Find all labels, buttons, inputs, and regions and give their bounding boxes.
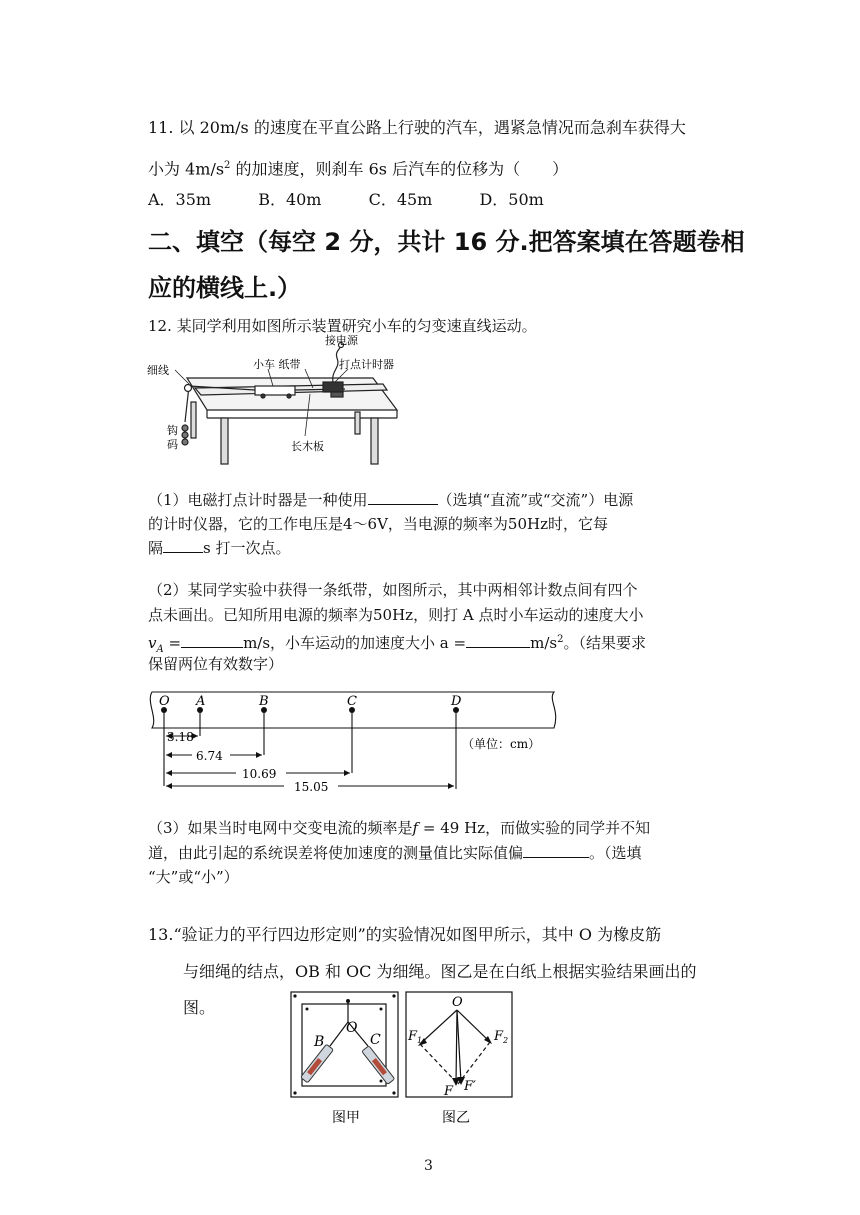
fig-b-label-f2: $F_2$ xyxy=(494,1029,509,1045)
figure-a xyxy=(290,990,400,1130)
q12-p2-line3: $v_A = m/s$，小车运动的加速度大小 $a = m/s^2$。（结果要求 xyxy=(148,634,646,655)
tape-point-a: A xyxy=(196,694,206,709)
q12-p3-line3: “大”或“小”） xyxy=(148,868,239,886)
fig-b-label-o: O xyxy=(452,995,463,1010)
answer-blank-2[interactable] xyxy=(163,538,203,553)
label-timer: 打点计时器 xyxy=(339,358,394,371)
label-car-tape: 小车 纸带 xyxy=(253,358,301,371)
label-power: 接电源 xyxy=(325,334,358,347)
q12-p2-line4: 保留两位有效数字） xyxy=(148,655,284,673)
tape-unit: （单位：cm） xyxy=(462,737,541,751)
distance-oa: 3.18 xyxy=(167,730,194,744)
q11-line1: 11. 以 20m/s 的速度在平直公路上行驶的汽车，遇紧急情况而急刹车获得大 xyxy=(148,118,686,137)
q12-stem: 12. 某同学利用如图所示装置研究小车的匀变速直线运动。 xyxy=(148,317,537,335)
tape-point-c: C xyxy=(347,694,357,709)
q12-p1-line1: （1）电磁打点计时器是一种使用 （选填“直流”或“交流”）电源 xyxy=(148,491,634,509)
tape-point-b: B xyxy=(259,694,269,709)
q11-option-b[interactable]: B．40m xyxy=(258,190,322,209)
label-weight-1: 钩 xyxy=(167,424,178,437)
section2-heading-line2: 应的横线上.） xyxy=(148,274,302,302)
distance-oc: 10.69 xyxy=(242,767,277,781)
q12-p2-line1: （2）某同学实验中获得一条纸带，如图所示，其中两相邻计数点间有四个 xyxy=(148,581,638,599)
q11-option-d[interactable]: D．50m xyxy=(479,190,544,209)
fig-b-caption: 图乙 xyxy=(442,1110,470,1126)
section2-heading-line1: 二、填空（每空 2 分，共计 16 分.把答案填在答题卷相 xyxy=(148,228,745,256)
q12-p3-line1: （3）如果当时电网中交变电流的频率是f = 49 Hz，而做实验的同学并不知 xyxy=(148,819,651,837)
q11-options xyxy=(148,190,586,210)
distance-ob: 6.74 xyxy=(196,749,223,763)
fig-a-label-c: C xyxy=(370,1032,381,1048)
label-board: 长木板 xyxy=(291,440,324,453)
label-weight-2: 码 xyxy=(167,438,178,451)
tape-point-d: D xyxy=(451,694,462,709)
q12-p1-line2: 的计时仪器，它的工作电压是4～6V，当电源的频率为50Hz时，它每 xyxy=(148,515,608,533)
page-number: 3 xyxy=(424,1158,433,1174)
q12-p3-line2: 道，由此引起的系统误差将使加速度的测量值比实际值偏 。（选填 xyxy=(148,844,642,862)
fig-a-caption: 图甲 xyxy=(332,1110,360,1126)
q11-line2: 小为 $4m/s^2$ 的加速度，则刹车 6s 后汽车的位移为（ ） xyxy=(148,159,569,179)
fig-a-label-b: B xyxy=(314,1034,325,1050)
fig-b-label-f1: $F_1$ xyxy=(408,1029,423,1045)
q13-line2: 与细绳的结点，OB 和 OC 为细绳。图乙是在白纸上根据实验结果画出的 xyxy=(183,962,697,981)
answer-blank-1[interactable] xyxy=(368,490,438,505)
fig-b-label-fprime: F′ xyxy=(464,1079,476,1094)
answer-blank-5[interactable] xyxy=(523,843,589,858)
figure-b xyxy=(404,990,516,1130)
q12-p1-line3: 隔 s 打一次点。 xyxy=(148,539,291,557)
q13-line3: 图。 xyxy=(183,998,216,1017)
q13-line1: 13.“验证力的平行四边形定则”的实验情况如图甲所示，其中 O 为橡皮筋 xyxy=(148,925,662,944)
q12-apparatus-figure xyxy=(145,332,415,472)
distance-od: 15.05 xyxy=(294,780,329,794)
answer-blank-4[interactable] xyxy=(466,633,530,648)
fig-a-label-o: O xyxy=(346,1020,358,1036)
answer-blank-3[interactable] xyxy=(181,633,243,648)
q11-option-c[interactable]: C．45m xyxy=(368,190,433,209)
label-string: 细线 xyxy=(147,364,169,377)
fig-b-label-f: F xyxy=(444,1084,454,1099)
tape-point-o: O xyxy=(159,694,170,709)
paper-tape-figure xyxy=(144,690,564,794)
q11-option-a[interactable]: A．35m xyxy=(148,190,212,209)
q12-p2-line2: 点未画出。已知所用电源的频率为50Hz，则打 A 点时小车运动的速度大小 xyxy=(148,606,644,624)
